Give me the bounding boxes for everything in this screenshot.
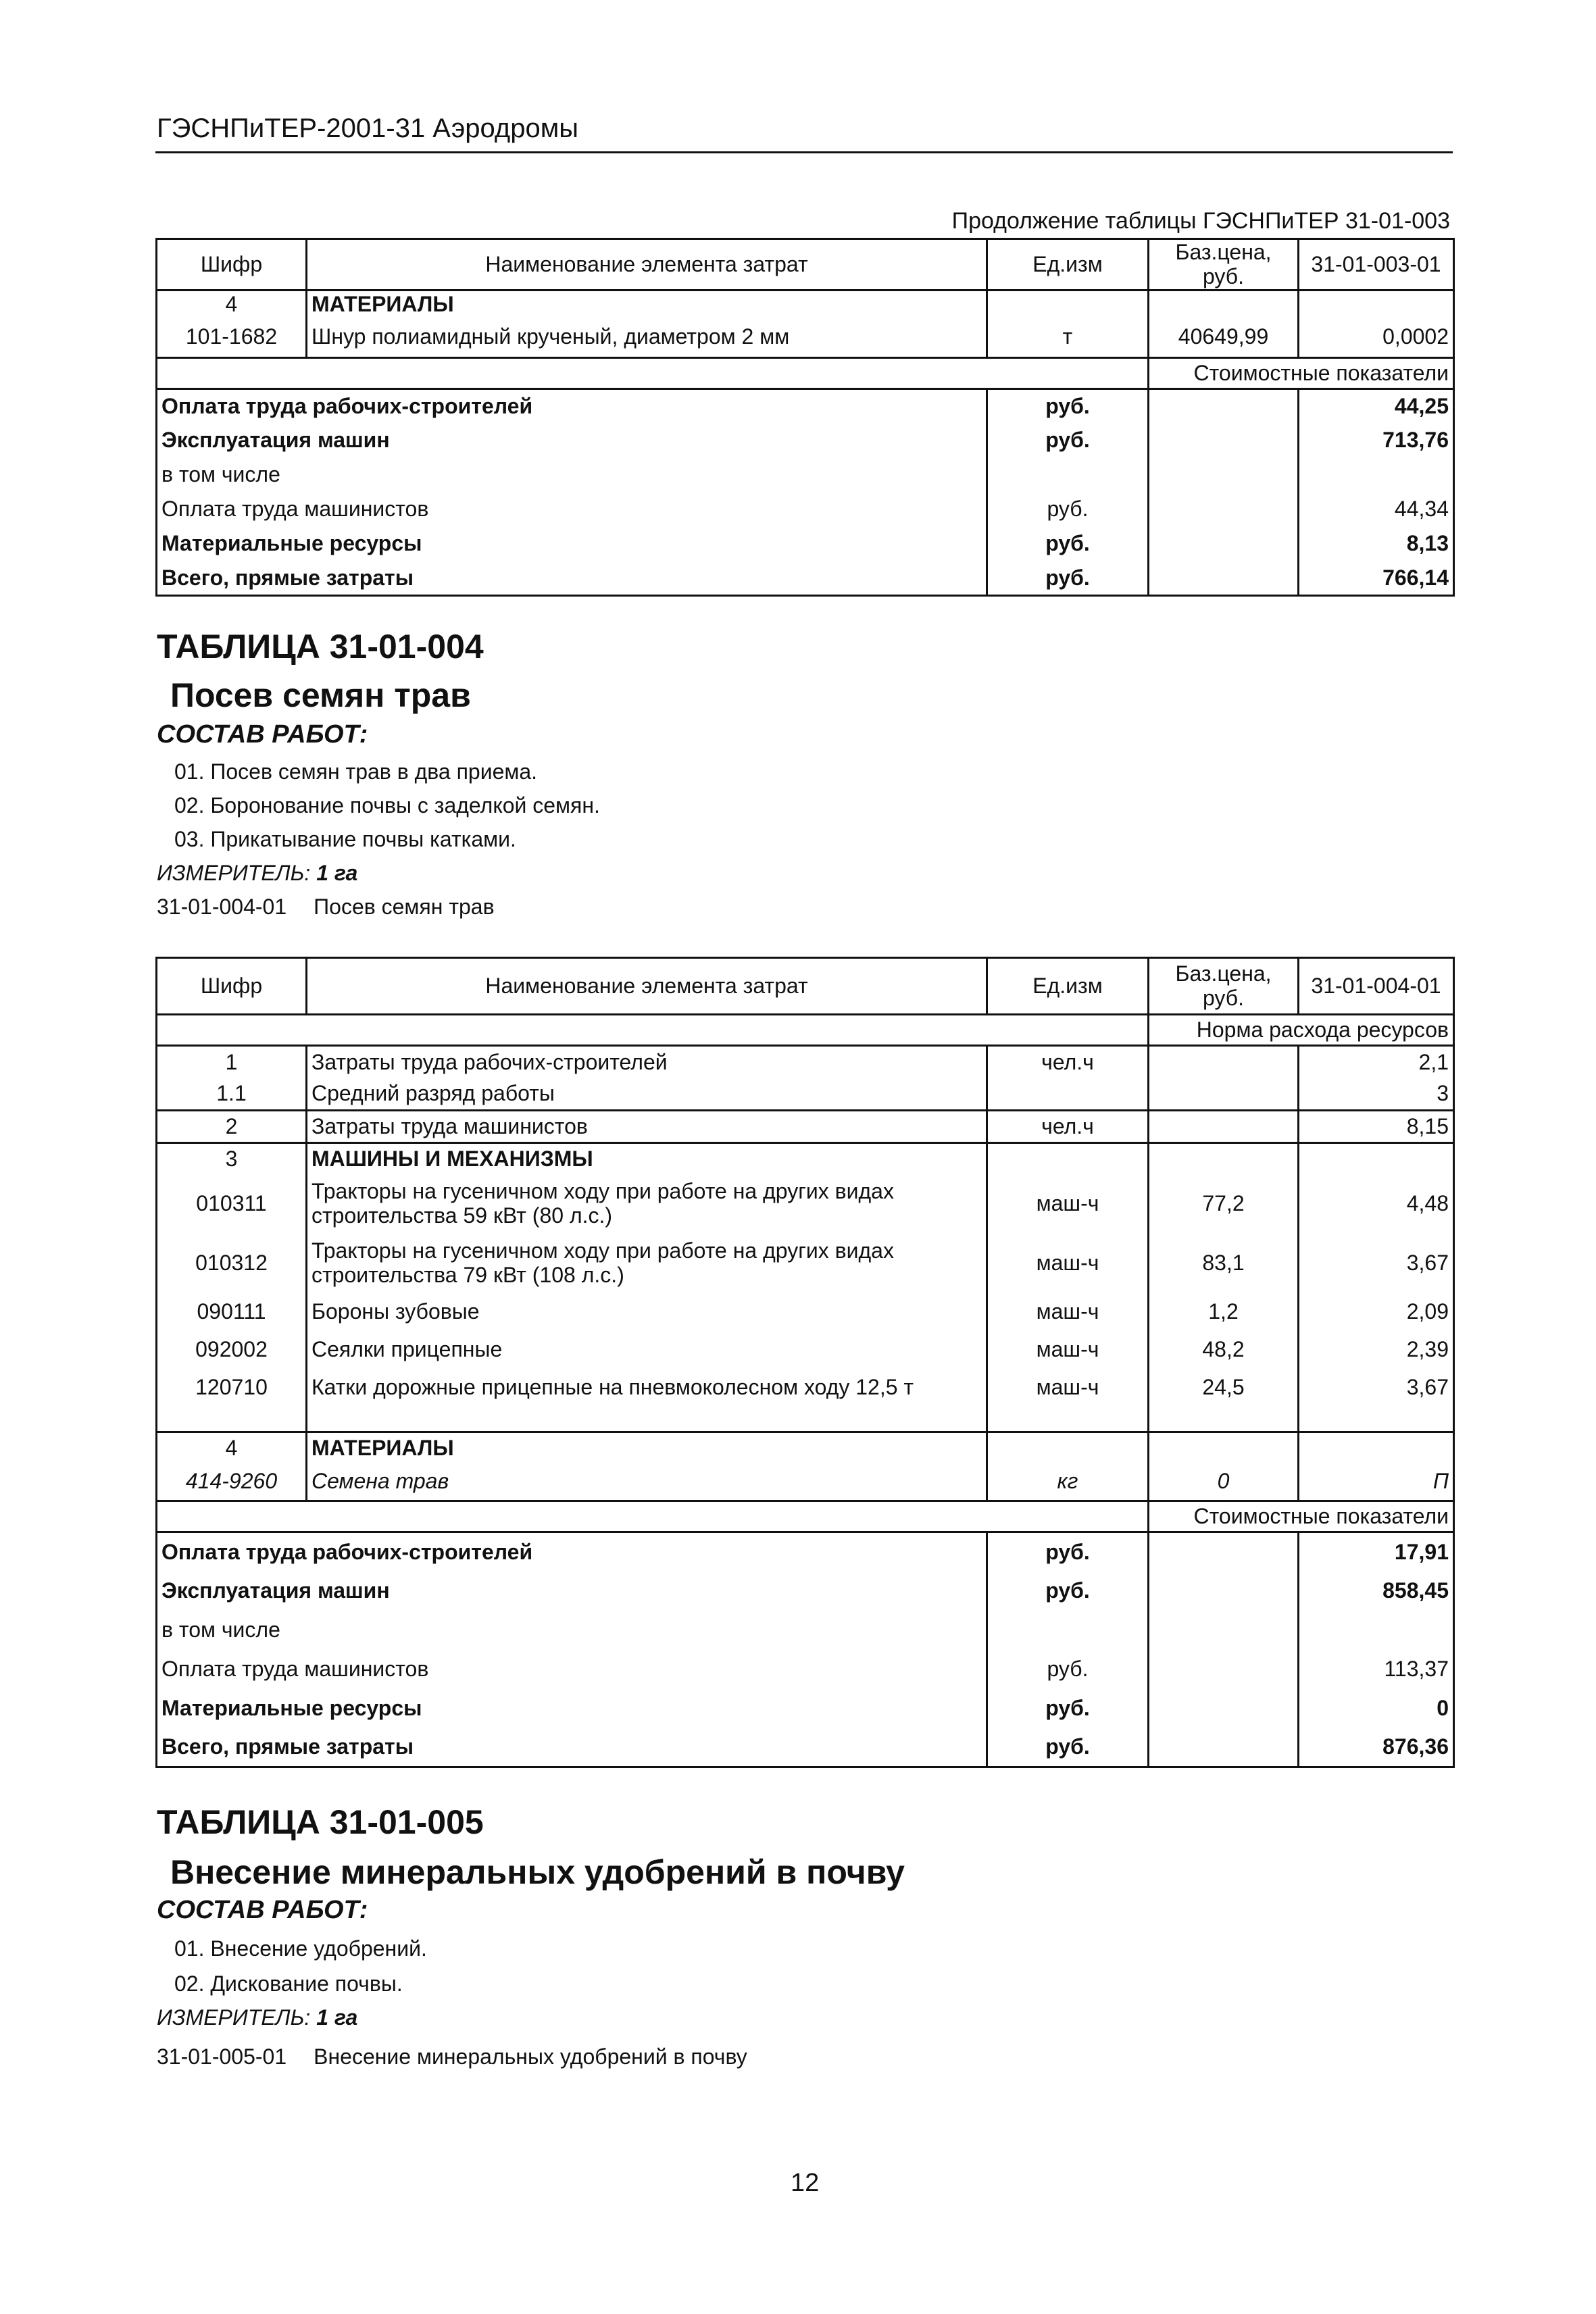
row-price: 24,5 <box>1149 1369 1299 1432</box>
cost-value: 44,34 <box>1299 493 1454 527</box>
norm-code: 31-01-004-01 <box>157 895 287 919</box>
row-code: 010312 <box>157 1234 307 1293</box>
row-name: Катки дорожные прицепные на пневмоколесном ходу 12,5 т <box>307 1369 987 1432</box>
row-unit: маш-ч <box>987 1331 1149 1369</box>
row-unit: маш-ч <box>987 1234 1149 1293</box>
row-name: Бороны зубовые <box>307 1293 987 1331</box>
row-name: Сеялки прицепные <box>307 1331 987 1369</box>
row-code: 010311 <box>157 1174 307 1234</box>
work-composition-title: СОСТАВ РАБОТ: <box>157 720 368 749</box>
header-code: Шифр <box>157 958 307 1015</box>
cost-indicators-caption: Стоимостные показатели <box>1149 358 1454 389</box>
work-item: 03. Прикатывание почвы катками. <box>174 827 516 851</box>
material-value: 0,0002 <box>1299 318 1454 358</box>
materials-section-label: МАТЕРИАЛЫ <box>307 291 987 318</box>
cost-label: Эксплуатация машин <box>157 424 987 458</box>
row-price <box>1149 1046 1299 1078</box>
header-price: Баз.цена, руб. <box>1149 958 1299 1015</box>
cost-value: 17,91 <box>1299 1532 1454 1571</box>
cost-label: Всего, прямые затраты <box>157 1728 987 1767</box>
measure-value: 1 га <box>316 861 358 885</box>
row-code: 092002 <box>157 1331 307 1369</box>
work-item: 02. Дискование почвы. <box>174 1971 403 1996</box>
cost-unit: руб. <box>987 1650 1149 1689</box>
cost-label: в том числе <box>157 1611 987 1650</box>
cost-unit: руб. <box>987 527 1149 561</box>
cost-unit <box>987 458 1149 493</box>
header-unit: Ед.изм <box>987 239 1149 291</box>
norm-code: 31-01-005-01 <box>157 2044 287 2069</box>
measure-line <box>157 2005 357 2030</box>
row-unit: маш-ч <box>987 1174 1149 1234</box>
cost-indicators-caption: Стоимостные показатели <box>1149 1501 1454 1532</box>
table-heading: ТАБЛИЦА 31-01-004 <box>157 628 484 665</box>
row-price <box>1149 1111 1299 1143</box>
work-item: 01. Посев семян трав в два приема. <box>174 759 538 784</box>
row-price: 83,1 <box>1149 1234 1299 1293</box>
row-code: 1 <box>157 1046 307 1078</box>
cost-label: Всего, прямые затраты <box>157 561 987 596</box>
material-name: Семена трав <box>307 1463 987 1501</box>
cost-value: 858,45 <box>1299 1571 1454 1611</box>
row-code: 1.1 <box>157 1078 307 1111</box>
table-heading: ТАБЛИЦА 31-01-005 <box>157 1803 484 1841</box>
row-value: 8,15 <box>1299 1111 1454 1143</box>
material-code: 414-9260 <box>157 1463 307 1501</box>
materials-section-number: 4 <box>157 291 307 318</box>
materials-section-number: 4 <box>157 1432 307 1463</box>
work-item: 02. Боронование почвы с заделкой семян. <box>174 793 600 818</box>
cost-value <box>1299 458 1454 493</box>
row-value: 3 <box>1299 1078 1454 1111</box>
header-name: Наименование элемента затрат <box>307 239 987 291</box>
cost-label: Эксплуатация машин <box>157 1571 987 1611</box>
page-number: 12 <box>791 2169 820 2197</box>
material-code: 101-1682 <box>157 318 307 358</box>
material-price: 40649,99 <box>1149 318 1299 358</box>
table-subheading: Внесение минеральных удобрений в почву <box>170 1853 905 1891</box>
cost-unit: руб. <box>987 561 1149 596</box>
row-unit: маш-ч <box>987 1293 1149 1331</box>
cost-label: Оплата труда рабочих-строителей <box>157 1532 987 1571</box>
row-value: 2,39 <box>1299 1331 1454 1369</box>
row-price: 1,2 <box>1149 1293 1299 1331</box>
header-column-code: 31-01-004-01 <box>1299 958 1454 1015</box>
cost-unit: руб. <box>987 1728 1149 1767</box>
cost-unit: руб. <box>987 1689 1149 1728</box>
cost-value: 8,13 <box>1299 527 1454 561</box>
row-name: Тракторы на гусеничном ходу при работе на других видах строительства 59 кВт (80 л.с.) <box>307 1174 987 1234</box>
cost-value: 0 <box>1299 1689 1454 1728</box>
cost-value: 766,14 <box>1299 561 1454 596</box>
cost-unit: руб. <box>987 1571 1149 1611</box>
row-name: Затраты труда рабочих-строителей <box>307 1046 987 1078</box>
cost-label: Оплата труда рабочих-строителей <box>157 389 987 424</box>
cost-value: 713,76 <box>1299 424 1454 458</box>
cost-label: Материальные ресурсы <box>157 527 987 561</box>
row-name: Тракторы на гусеничном ходу при работе на других видах строительства 79 кВт (108 л.с.) <box>307 1234 987 1293</box>
work-composition-title: СОСТАВ РАБОТ: <box>157 1896 368 1924</box>
row-unit: чел.ч <box>987 1111 1149 1143</box>
row-code: 120710 <box>157 1369 307 1432</box>
measure-value: 1 га <box>316 2005 358 2030</box>
measure-line <box>157 861 357 886</box>
cost-value: 113,37 <box>1299 1650 1454 1689</box>
materials-section-label: МАТЕРИАЛЫ <box>307 1432 987 1463</box>
table-subheading: Посев семян трав <box>170 676 471 714</box>
header-name: Наименование элемента затрат <box>307 958 987 1015</box>
cost-label: Материальные ресурсы <box>157 1689 987 1728</box>
measure-label: ИЗМЕРИТЕЛЬ: <box>157 2005 311 2030</box>
norm-code-line <box>157 895 495 920</box>
material-value: П <box>1299 1463 1454 1501</box>
row-price: 48,2 <box>1149 1331 1299 1369</box>
row-code: 090111 <box>157 1293 307 1331</box>
table-31-01-004 <box>155 957 1455 1768</box>
material-price: 0 <box>1149 1463 1299 1501</box>
header-unit: Ед.изм <box>987 958 1149 1015</box>
material-name: Шнур полиамидный крученый, диаметром 2 мм <box>307 318 987 358</box>
cost-label: в том числе <box>157 458 987 493</box>
row-value: 2,09 <box>1299 1293 1454 1331</box>
row-value: 2,1 <box>1299 1046 1454 1078</box>
row-price: 77,2 <box>1149 1174 1299 1234</box>
row-value: 3,67 <box>1299 1234 1454 1293</box>
document-header-title: ГЭСНПиТЕР-2001-31 Аэродромы <box>157 114 578 143</box>
row-name: Средний разряд работы <box>307 1078 987 1111</box>
cost-value: 44,25 <box>1299 389 1454 424</box>
row-unit: чел.ч <box>987 1046 1149 1078</box>
row-value: 4,48 <box>1299 1174 1454 1234</box>
norm-consumption-caption: Норма расхода ресурсов <box>1149 1015 1454 1046</box>
machines-section-number: 3 <box>157 1143 307 1174</box>
row-unit <box>987 1078 1149 1111</box>
measure-label: ИЗМЕРИТЕЛЬ: <box>157 861 311 885</box>
header-price: Баз.цена, руб. <box>1149 239 1299 291</box>
row-value: 3,67 <box>1299 1369 1454 1432</box>
cost-unit: руб. <box>987 389 1149 424</box>
row-code: 2 <box>157 1111 307 1143</box>
norm-name: Внесение минеральных удобрений в почву <box>314 2044 747 2069</box>
cost-value <box>1299 1611 1454 1650</box>
work-item: 01. Внесение удобрений. <box>174 1936 427 1961</box>
cost-unit: руб. <box>987 493 1149 527</box>
row-name: Затраты труда машинистов <box>307 1111 987 1143</box>
table-continuation-caption: Продолжение таблицы ГЭСНПиТЕР 31-01-003 <box>951 208 1450 234</box>
header-code: Шифр <box>157 239 307 291</box>
row-unit: маш-ч <box>987 1369 1149 1432</box>
cost-unit: руб. <box>987 1532 1149 1571</box>
cost-unit: руб. <box>987 424 1149 458</box>
machines-section-label: МАШИНЫ И МЕХАНИЗМЫ <box>307 1143 987 1174</box>
cost-label: Оплата труда машинистов <box>157 493 987 527</box>
table-31-01-003-continuation <box>155 238 1455 597</box>
cost-unit <box>987 1611 1149 1650</box>
cost-value: 876,36 <box>1299 1728 1454 1767</box>
material-unit: т <box>987 318 1149 358</box>
header-divider <box>155 151 1453 153</box>
header-column-code: 31-01-003-01 <box>1299 239 1454 291</box>
norm-name: Посев семян трав <box>314 895 495 919</box>
norm-code-line <box>157 2044 747 2069</box>
row-price <box>1149 1078 1299 1111</box>
material-unit: кг <box>987 1463 1149 1501</box>
cost-label: Оплата труда машинистов <box>157 1650 987 1689</box>
